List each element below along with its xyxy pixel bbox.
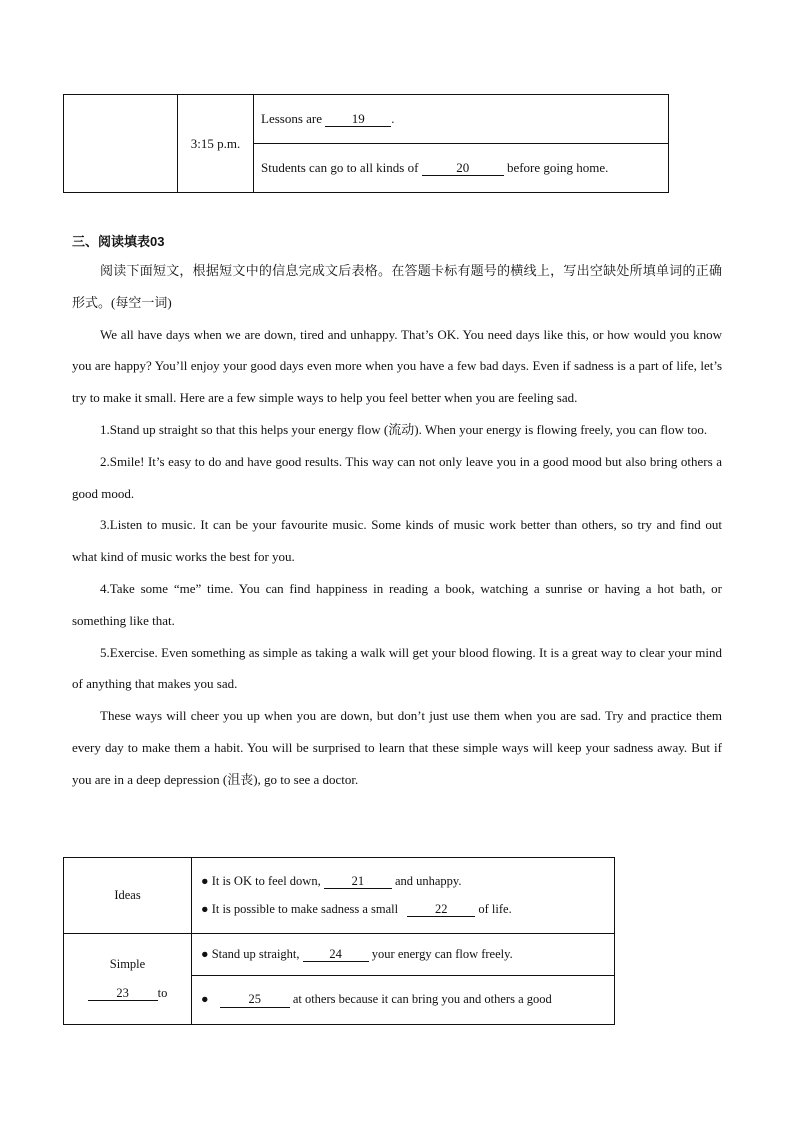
time-cell: [178, 95, 254, 193]
top-table: [63, 94, 669, 193]
row2-post: before going home.: [506, 160, 609, 175]
paragraph-way-1: 1.Stand up straight so that this helps your energy flow (流动). When your energy is flowing freely, you can flow too.: [100, 421, 708, 437]
idea-1: [192, 874, 614, 889]
way-1-text: Stand up straight,: [211, 946, 300, 961]
blank-25: 25: [220, 993, 290, 1007]
simple-label: Simple: [109, 956, 146, 971]
simple-cell: [64, 934, 192, 1025]
idea-1-text: It is OK to feel down,: [211, 873, 321, 888]
paragraph-way-2: 2.Smile! It’s easy to do and have good results. This way can not only leave you in a good mood but also bring others a good mood.: [72, 453, 722, 501]
idea-1-post: and unhappy.: [394, 873, 462, 888]
ideas-cell: [64, 858, 192, 934]
way-1: [192, 934, 615, 976]
blank-19: 19: [325, 112, 391, 127]
instruction: 阅读下面短文，根据短文中的信息完成文后表格。在答题卡标有题号的横线上，写出空缺处所填单词的正确形式。(每空一词): [72, 263, 722, 310]
idea-2-post: of life.: [478, 902, 512, 916]
blank-21: 21: [324, 875, 392, 889]
paragraph-way-4: 4.Take some “me” time. You can find happiness in reading a book, watching a sunrise or having a hot bath, or something like that.: [72, 580, 722, 628]
blank-23: 23: [88, 987, 158, 1001]
row1-post: .: [391, 111, 395, 126]
way-2-post: at others because it can bring you and others a good: [292, 992, 552, 1007]
empty-cell: [64, 95, 178, 193]
bullet-icon: ●: [201, 946, 209, 961]
paragraph-way-3: 3.Listen to music. It can be your favourite music. Some kinds of music work better than others, so try and find out what kind of music works the best for you.: [72, 517, 722, 565]
row2-text: Students can go to all kinds of: [261, 160, 419, 175]
paragraph-intro: We all have days when we are down, tired and unhappy. That’s OK. You need days like this, or how would you know you are happy? You’ll enjoy your good days even more when you have a few bad days. Even if sadness is a part of life, let’s try to make it small. Here are a few simple ways to help you feel better when you are feeling sad.: [72, 326, 722, 406]
section-heading: 三、阅读填表03: [72, 234, 165, 249]
ideas-content: [192, 858, 615, 934]
bullet-icon: ●: [201, 992, 209, 1007]
lesson-row: [254, 95, 669, 144]
blank-20: 20: [422, 161, 504, 176]
ideas-label: Ideas: [114, 888, 141, 902]
blank-24: 24: [303, 948, 369, 962]
bullet-icon: ●: [201, 902, 209, 916]
bullet-icon: ●: [201, 873, 209, 888]
way-2: [192, 976, 615, 1025]
activity-row: [254, 144, 669, 193]
answer-table: [63, 857, 615, 1025]
paragraph-conclusion: These ways will cheer you up when you are down, but don’t just use them when you are sad. Try and practice them every day to make them a habit. You will be surprised to learn that these simple ways will keep your sadness away. But if you are in a deep depression (沮丧), go to see a doctor.: [72, 708, 722, 787]
time-text: 3:15 p.m.: [190, 135, 241, 151]
row1-text: Lessons are: [261, 111, 323, 126]
idea-2-text: It is possible to make sadness a small: [211, 902, 399, 916]
paragraph-way-5: 5.Exercise. Even something as simple as taking a walk will get your blood flowing. It is a great way to clear your mind of anything that makes you sad.: [72, 644, 722, 692]
simple-to: to: [157, 985, 168, 1000]
idea-2: [192, 902, 614, 917]
blank-22: 22: [407, 903, 475, 917]
reading-section: [72, 232, 722, 796]
simple-blank-line: [64, 986, 191, 1001]
way-1-post: your energy can flow freely.: [371, 946, 513, 961]
